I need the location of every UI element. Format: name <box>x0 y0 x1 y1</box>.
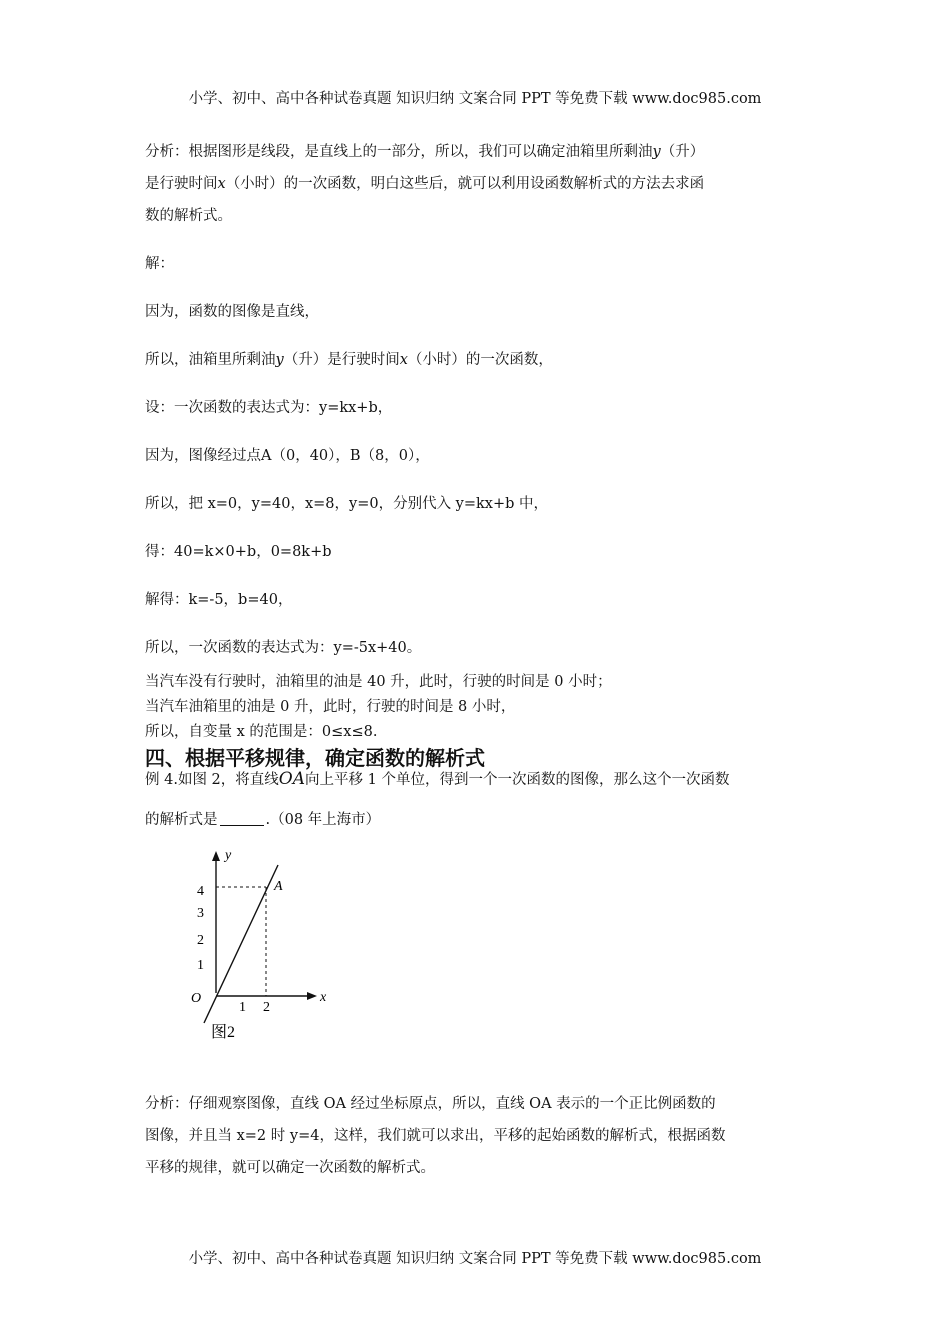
y-tick-label: 1 <box>197 958 204 973</box>
solution-step-1: 因为，函数的图像是直线， <box>145 304 319 320</box>
line-oa-label: OA <box>278 769 305 789</box>
y-axis-label: y <box>225 848 232 863</box>
analysis1-line3: 数的解析式。 <box>145 208 232 224</box>
example4-line1: 例 4.如图 2，将直线OA向上平移 1 个单位，得到一个一次函数的图像，那么这个一次函数 <box>145 769 730 789</box>
point-a-label: A <box>274 879 283 894</box>
solution-step-6: 得：40=k×0+b，0=8k+b <box>145 544 332 560</box>
analysis2-line3: 平移的规律，就可以确定一次函数的解析式。 <box>145 1160 435 1176</box>
x-axis-arrow <box>307 992 317 1000</box>
solution-step-7: 解得：k=-5，b=40， <box>145 592 293 608</box>
section-heading: 四、根据平移规律，确定函数的解析式 <box>145 746 485 770</box>
solution-step-10: 当汽车油箱里的油是 0 升，此时，行驶的时间是 8 小时， <box>145 699 516 715</box>
figure-caption: 图2 <box>211 1024 236 1041</box>
solution-step-9: 当汽车没有行驶时，油箱里的油是 40 升，此时，行驶的时间是 0 小时； <box>145 674 612 690</box>
analysis1-line2: 是行驶时间x（小时）的一次函数，明白这些后，就可以利用设函数解析式的方法去求函 <box>145 176 705 192</box>
solution-label: 解： <box>145 256 174 272</box>
x-tick-label: 1 <box>239 1000 246 1015</box>
solution-step-3: 设：一次函数的表达式为：y=kx+b， <box>145 400 393 416</box>
x-axis-label: x <box>320 990 327 1005</box>
var-x: x <box>217 176 226 192</box>
x-tick-label: 2 <box>263 1000 270 1015</box>
var-y: y <box>652 144 661 160</box>
solution-step-4: 因为，图像经过点A（0，40），B（8，0）， <box>145 448 430 464</box>
y-axis-arrow <box>212 851 220 861</box>
solution-step-11: 所以，自变量 x 的范围是：0≤x≤8. <box>145 724 378 740</box>
solution-step-8: 所以，一次函数的表达式为：y=-5x+40。 <box>145 640 422 656</box>
y-tick-label: 3 <box>197 906 204 921</box>
y-tick-label: 2 <box>197 933 204 948</box>
origin-label: O <box>191 991 202 1006</box>
solution-step-2: 所以，油箱里所剩油y（升）是行驶时间x（小时）的一次函数， <box>145 352 553 368</box>
page-footer: 小学、初中、高中各种试卷真题 知识归纳 文案合同 PPT 等免费下载 www.doc985.com <box>188 1251 762 1267</box>
y-tick-label: 4 <box>197 884 204 899</box>
analysis1-line1: 分析：根据图形是线段，是直线上的一部分，所以，我们可以确定油箱里所剩油y（升） <box>145 144 705 160</box>
figure-2-graph <box>185 843 345 1048</box>
answer-blank <box>220 811 264 826</box>
solution-step-5: 所以，把 x=0，y=40，x=8，y=0，分别代入 y=kx+b 中， <box>145 496 549 512</box>
analysis2-line2: 图像，并且当 x=2 时 y=4，这样，我们就可以求出，平移的起始函数的解析式，根据函数 <box>145 1128 726 1144</box>
page-header: 小学、初中、高中各种试卷真题 知识归纳 文案合同 PPT 等免费下载 www.doc985.com <box>188 91 762 107</box>
example4-line2: 的解析式是 .（08 年上海市） <box>145 812 381 828</box>
analysis2-line1: 分析：仔细观察图像，直线 OA 经过坐标原点，所以，直线 OA 表示的一个正比例函数的 <box>145 1096 716 1112</box>
